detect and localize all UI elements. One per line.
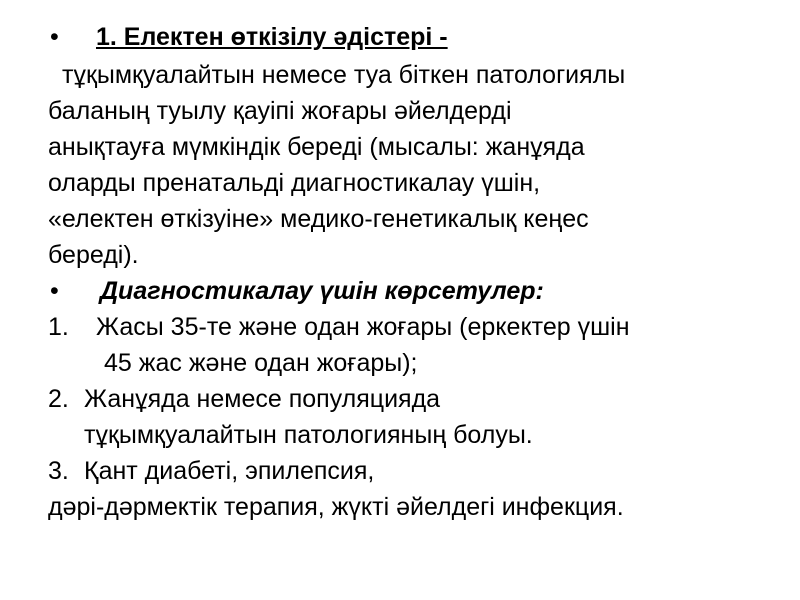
item-1-line-1: Жасы 35-те және одан жоғары (еркектер үшін [96, 313, 630, 341]
section1-body-line-3: анықтауға мүмкіндік береді (мысалы: жанұяда [48, 133, 585, 161]
item-2-line-1: Жанұяда немесе популяцияда [84, 385, 441, 413]
item-3-number: 3. [48, 457, 69, 485]
section1-body-line-2: баланың туылу қауіпі жоғары әйелдерді [48, 97, 512, 125]
section2-heading: Диагностикалау үшін көрсетулер: [100, 277, 544, 305]
section1-body-line-6: береді). [48, 241, 139, 269]
item-2-number: 2. [48, 385, 69, 413]
item-3-line-2: дәрі-дәрмектік терапия, жүкті әйелдегі инфекция. [48, 493, 624, 521]
item-1-line-2: 45 жас және одан жоғары); [104, 349, 418, 377]
item-3-line-1: Қант диабеті, эпилепсия, [84, 457, 375, 485]
section1-body-line-4: оларды пренатальді диагностикалау үшін, [48, 169, 541, 197]
bullet-2: • [50, 277, 59, 305]
item-1-number: 1. [48, 313, 69, 341]
section1-body-line-5: «електен өткізуіне» медико-генетикалық кеңес [48, 205, 589, 233]
section1-body-line-1: тұқымқуалайтын немесе туа біткен патологиялы [62, 61, 626, 89]
bullet-1: • [50, 23, 59, 51]
item-2-line-2: тұқымқуалайтын патологияның болуы. [84, 421, 533, 449]
section1-heading: 1. Електен өткізілу әдістері - [96, 23, 448, 51]
